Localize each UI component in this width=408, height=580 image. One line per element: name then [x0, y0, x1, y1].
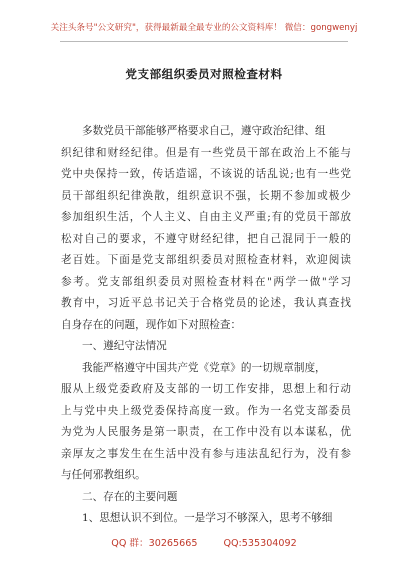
body-line: 织纪律和财经纪律。但是有一些党员干部在政治上不能与 [61, 146, 351, 159]
section-heading: 一、遵纪守法情况 [82, 340, 167, 352]
body-line: 服从上级党委政府及支部的一切工作安排，思想上和行动 [61, 383, 351, 395]
body-line: 亲厚友之事发生在生活中没有参与违法乱纪行为，没有参 [61, 447, 351, 460]
body-line: 自身存在的问题，现作如下对照检查： [61, 318, 242, 331]
body-line: 参考。党支部组织委员对照检查材料在"两学一做"学习 [61, 275, 351, 288]
footer-qq-contact: QQ:535304092 [223, 538, 297, 549]
body-line: 党中央保持一致，传话造谣，不该说的话乱说;也有一些党 [61, 168, 351, 180]
body-line: 老百姓。下面是党支部组织委员对照检查材料，欢迎阅读 [61, 254, 351, 266]
header-note: 关注头条号"公文研究"，获得最新最全最专业的公文资料库！ 微信：gongwenyj [50, 23, 358, 33]
header-divider [60, 41, 348, 42]
section-heading: 二、存在的主要问题 [82, 490, 178, 503]
footer-note [0, 535, 408, 549]
body-line: 松对自己的要求，不遵守财经纪律，把自己混同于一般的 [61, 232, 351, 245]
body-line: 上与党中央上级党委保持高度一致。作为一名党支部委员 [61, 404, 351, 417]
document-title: 党支部组织委员对照检查材料 [125, 67, 283, 81]
body-line: 教育中，习近平总书记关于合格党员的论述，我认真查找 [61, 297, 351, 309]
body-line: 1、思想认识不到位。一是学习不够深入，思考不够细 [82, 512, 333, 524]
body-line: 参加组织生活，个人主义、自由主义严重;有的党员干部放 [61, 211, 351, 223]
body-line: 为党为人民服务是第一职责，在工作中没有以本谋私，优 [61, 426, 351, 438]
footer-qq-group: QQ 群：30265665 [111, 538, 198, 549]
body-line: 员干部组织纪律涣散，组织意识不强，长期不参加或极少 [61, 189, 351, 202]
body-line: 我能严格遵守中国共产党《党章》的一切规章制度， [82, 361, 326, 374]
document-body [61, 121, 351, 530]
body-line: 多数党员干部能够严格要求自己，遵守政治纪律、组 [82, 125, 326, 137]
body-line: 与任何邪教组织。 [61, 469, 146, 481]
